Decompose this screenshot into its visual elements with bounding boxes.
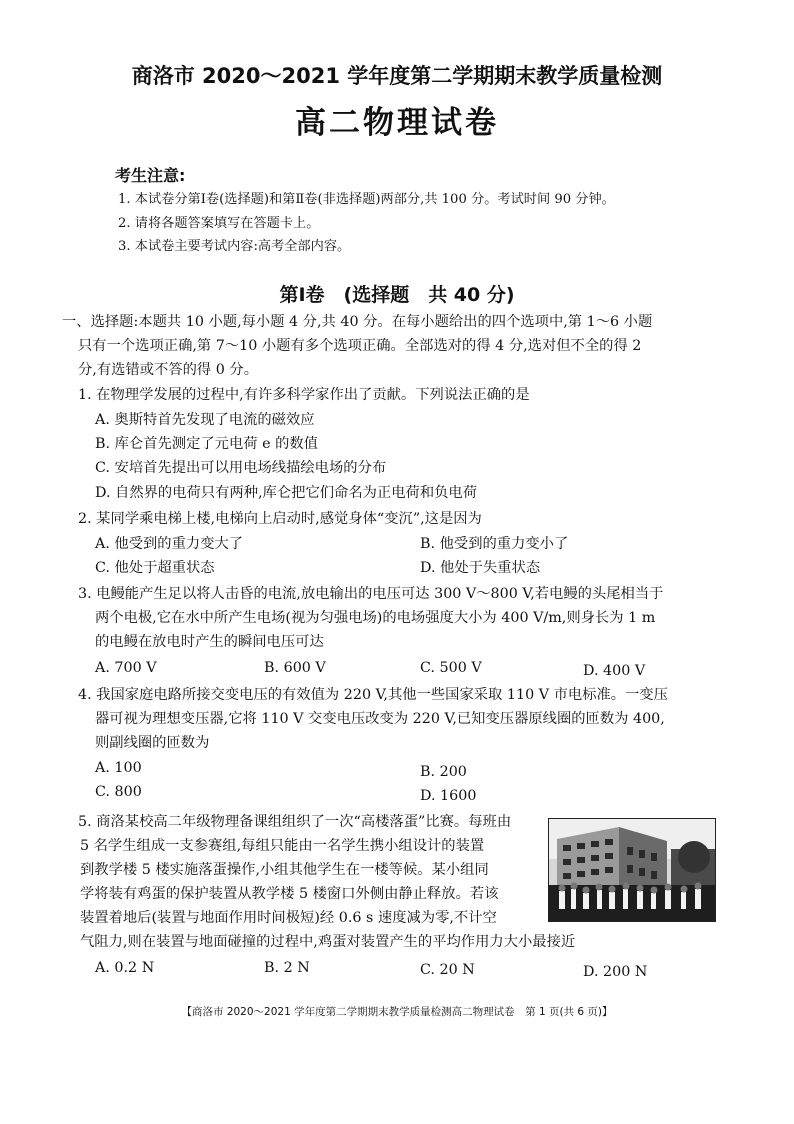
q1-option-b: B. 库仑首先测定了元电荷 e 的数值 [95, 436, 319, 452]
q1-option-d: D. 自然界的电荷只有两种,库仑把它们命名为正电荷和负电荷 [95, 485, 478, 501]
instructions-line-1: 一、选择题:本题共 10 小题,每小题 4 分,共 40 分。在每小题给出的四个选项中,第 1～6 小题 [62, 314, 653, 330]
q5-stem-line-2: 5 名学生组成一支参赛组,每组只能由一名学生携小组设计的装置 [80, 838, 485, 854]
q4-option-a: A. 100 [95, 760, 142, 776]
notice-item-1: 1. 本试卷分第Ⅰ卷(选择题)和第Ⅱ卷(非选择题)两部分,共 100 分。考试时间 90 分钟。 [118, 192, 615, 207]
exam-title: 商洛市 2020～2021 学年度第二学期期末教学质量检测 [131, 64, 663, 88]
q4-option-d: D. 1600 [420, 788, 477, 804]
exam-subtitle: 高二物理试卷 [295, 105, 499, 141]
q4-stem-line-3: 则副线圈的匝数为 [95, 735, 210, 751]
q5-stem-line-4: 学将装有鸡蛋的保护装置从教学楼 5 楼窗口外侧由静止释放。若该 [80, 886, 499, 902]
q3-option-b: B. 600 V [264, 660, 326, 676]
notice-item-3: 3. 本试卷主要考试内容:高考全部内容。 [118, 239, 351, 254]
q2-option-b: B. 他受到的重力变小了 [420, 536, 569, 552]
building-photo-icon [549, 819, 715, 921]
instructions-line-3: 分,有选错或不答的得 0 分。 [78, 362, 258, 378]
q2-option-a: A. 他受到的重力变大了 [95, 536, 244, 552]
q1-stem: 1. 在物理学发展的过程中,有许多科学家作出了贡献。下列说法正确的是 [78, 387, 530, 403]
q1-option-c: C. 安培首先提出可以用电场线描绘电场的分布 [95, 460, 387, 476]
q2-option-c: C. 他处于超重状态 [95, 560, 215, 576]
q2-option-d: D. 他处于失重状态 [420, 560, 541, 576]
egg-drop-photo [548, 818, 716, 922]
section-title: 第Ⅰ卷 (选择题 共 40 分) [279, 284, 515, 306]
q4-stem-line-2: 器可视为理想变压器,它将 110 V 交变电压改变为 220 V,已知变压器原线圈的匝数为 400, [95, 711, 665, 727]
q1-option-a: A. 奥斯特首先发现了电流的磁效应 [95, 412, 315, 428]
q3-stem-line-1: 3. 电鳗能产生足以将人击昏的电流,放电输出的电压可达 300 V～800 V,若电鳗的头尾相当于 [78, 586, 664, 602]
q5-option-b: B. 2 N [264, 960, 310, 976]
q5-stem-line-3: 到教学楼 5 楼实施落蛋操作,小组其他学生在一楼等候。某小组同 [80, 862, 489, 878]
q5-stem-line-1: 5. 商洛某校高二年级物理备课组组织了一次“高楼落蛋”比赛。每班由 [78, 814, 512, 830]
page-footer: 【商洛市 2020～2021 学年度第二学期期末教学质量检测高二物理试卷 第 1 页(共 6 页)】 [181, 1006, 613, 1018]
q5-option-a: A. 0.2 N [95, 960, 155, 976]
q4-stem-line-1: 4. 我国家庭电路所接交变电压的有效值为 220 V,其他一些国家采取 110 V 市电标准。一变压 [78, 687, 668, 703]
q4-option-b: B. 200 [420, 764, 467, 780]
q3-option-a: A. 700 V [95, 660, 157, 676]
q3-stem-line-3: 的电鳗在放电时产生的瞬间电压可达 [95, 634, 324, 650]
q5-stem-line-6: 气阻力,则在装置与地面碰撞的过程中,鸡蛋对装置产生的平均作用力大小最接近 [80, 934, 576, 950]
notice-heading: 考生注意: [115, 166, 186, 185]
q3-option-d: D. 400 V [583, 663, 646, 679]
q4-option-c: C. 800 [95, 784, 142, 800]
q5-option-c: C. 20 N [420, 962, 475, 978]
instructions-line-2: 只有一个选项正确,第 7～10 小题有多个选项正确。全部选对的得 4 分,选对但不全的得 2 [78, 338, 642, 354]
notice-item-2: 2. 请将各题答案填写在答题卡上。 [118, 216, 320, 231]
q2-stem: 2. 某同学乘电梯上楼,电梯向上启动时,感觉身体“变沉”,这是因为 [78, 511, 482, 527]
q3-option-c: C. 500 V [420, 660, 482, 676]
q3-stem-line-2: 两个电极,它在水中所产生电场(视为匀强电场)的电场强度大小为 400 V/m,则身长为 1 m [95, 610, 656, 626]
q5-option-d: D. 200 N [583, 964, 648, 980]
q5-stem-line-5: 装置着地后(装置与地面作用时间极短)经 0.6 s 速度减为零,不计空 [80, 910, 497, 926]
